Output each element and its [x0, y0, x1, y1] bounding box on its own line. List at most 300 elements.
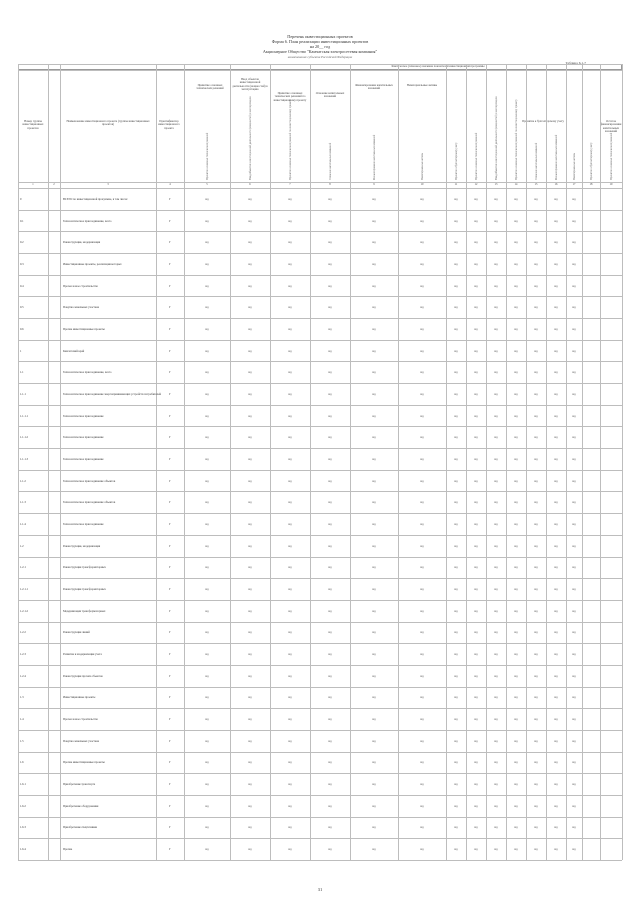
row-value: нд [454, 500, 458, 505]
row-value: нд [554, 803, 558, 808]
row-value: нд [205, 413, 209, 418]
row-value: нд [205, 825, 209, 830]
row-value: нд [372, 370, 376, 375]
row-value: нд [554, 435, 558, 440]
header-last: Остаток финансирования капитальных вложений [600, 119, 622, 134]
row-value: нд [420, 630, 424, 635]
row-value: нд [494, 456, 498, 461]
row-value: нд [514, 608, 518, 613]
row-value: нд [372, 261, 376, 266]
row-value: нд [372, 218, 376, 223]
row-name: Реконструкция трансформаторных [63, 587, 106, 592]
row-value: нд [454, 847, 458, 852]
rotated-subheader: Ввод объектов инвестиционной деятельности (мощностей) в эксплуатацию [248, 96, 252, 180]
row-value: нд [494, 803, 498, 808]
row-name: Технологическое присоединение [63, 435, 104, 440]
row-id: Г [169, 760, 171, 765]
row-value: нд [554, 348, 558, 353]
row-value: нд [420, 196, 424, 201]
column-number: 11 [454, 183, 458, 186]
row-value: нд [328, 695, 332, 700]
row-value: нд [372, 391, 376, 396]
row-value: нд [514, 847, 518, 852]
row-value: нд [474, 435, 478, 440]
row-value: нд [328, 717, 332, 722]
row-value: нд [454, 673, 458, 678]
row-value: нд [474, 803, 478, 808]
row-code: 1.2.3 [20, 652, 26, 657]
column-number: 12 [474, 183, 478, 186]
rotated-subheader: Принятие основных технических решений по инвестиционному проекту [514, 99, 518, 180]
row-value: нд [205, 478, 209, 483]
row-value: нд [328, 543, 332, 548]
row-value: нд [205, 673, 209, 678]
row-name: Реконструкция трансформаторных [63, 565, 106, 570]
row-value: нд [420, 760, 424, 765]
row-value: нд [205, 391, 209, 396]
row-value: нд [454, 738, 458, 743]
row-divider [18, 253, 622, 254]
row-value: нд [288, 240, 292, 245]
row-value: нд [474, 695, 478, 700]
row-value: нд [494, 738, 498, 743]
row-value: нд [205, 456, 209, 461]
row-value: нд [454, 435, 458, 440]
row-value: нд [372, 283, 376, 288]
row-value: нд [288, 652, 292, 657]
row-value: нд [494, 391, 498, 396]
row-value: нд [288, 522, 292, 526]
row-value: нд [248, 760, 252, 765]
row-value: нд [474, 587, 478, 592]
row-value: нд [372, 673, 376, 678]
row-value: нд [494, 760, 498, 765]
row-value: нд [372, 305, 376, 310]
row-value: нд [248, 652, 252, 657]
row-value: нд [288, 435, 292, 440]
row-value: нд [494, 717, 498, 722]
row-value: нд [572, 782, 576, 787]
row-value: нд [372, 630, 376, 635]
row-value: нд [474, 565, 478, 570]
row-value: нд [572, 435, 576, 440]
row-value: нд [554, 673, 558, 678]
row-value: нд [494, 283, 498, 288]
row-value: нд [494, 196, 498, 201]
rotated-subheader: Принятие основных технических решений [474, 132, 478, 180]
row-value: нд [420, 348, 424, 353]
row-divider [18, 578, 622, 579]
row-value: нд [420, 500, 424, 505]
row-id: Г [169, 456, 171, 461]
row-value: нд [474, 261, 478, 266]
row-value: нд [572, 413, 576, 418]
row-value: нд [288, 500, 292, 505]
row-value: нд [372, 522, 376, 526]
row-value: нд [205, 543, 209, 548]
row-value: нд [372, 608, 376, 613]
row-value: нд [572, 847, 576, 852]
row-value: нд [420, 825, 424, 830]
column-number: 2 [53, 183, 55, 186]
row-value: нд [572, 760, 576, 765]
row-value: нд [328, 847, 332, 852]
row-value: нд [205, 522, 209, 526]
row-name: Покупка земельных участков [63, 738, 100, 743]
row-divider [18, 687, 622, 688]
row-value: нд [288, 782, 292, 787]
header-g5: Финансирование капитальных вложений [355, 83, 393, 91]
row-value: нд [534, 673, 538, 678]
row-code: 0.6 [20, 326, 24, 331]
row-value: нд [474, 652, 478, 657]
row-name: Прочие инвестиционные проекты [63, 760, 105, 765]
row-value: нд [205, 847, 209, 852]
row-value: нд [534, 652, 538, 657]
row-value: нд [248, 565, 252, 570]
row-code: 1.1.1.1 [20, 413, 28, 418]
row-value: нд [328, 803, 332, 808]
header-g1: Принятие основных технических решений [196, 83, 224, 91]
row-value: нд [534, 326, 538, 331]
row-value: нд [494, 500, 498, 505]
grid-vline [622, 64, 623, 860]
row-name: Инвестиционные проекты [63, 695, 96, 700]
row-value: нд [474, 782, 478, 787]
row-value: нд [328, 370, 332, 375]
row-name: Технологическое присоединение, всего [63, 370, 112, 375]
row-name: Реконструкция, модернизация [63, 240, 101, 245]
row-value: нд [454, 760, 458, 765]
row-value: нд [328, 305, 332, 310]
row-value: нд [372, 760, 376, 765]
row-value: нд [205, 717, 209, 722]
row-value: нд [514, 305, 518, 310]
row-value: нд [534, 782, 538, 787]
row-name: Прочие [63, 847, 73, 852]
row-value: нд [288, 803, 292, 808]
row-value: нд [454, 456, 458, 461]
row-value: нд [420, 435, 424, 440]
row-value: нд [534, 370, 538, 375]
row-value: нд [372, 543, 376, 548]
row-code: 0.1 [20, 218, 24, 223]
row-value: нд [474, 738, 478, 743]
row-value: нд [572, 543, 576, 548]
row-value: нд [248, 326, 252, 331]
row-value: нд [534, 587, 538, 592]
row-value: нд [454, 522, 458, 526]
row-code: 1.2.4 [20, 673, 26, 678]
row-value: нд [248, 522, 252, 526]
row-value: нд [474, 717, 478, 722]
row-value: нд [248, 456, 252, 461]
row-value: нд [554, 478, 558, 483]
row-value: нд [474, 283, 478, 288]
investment-table [18, 64, 622, 860]
row-value: нд [514, 717, 518, 722]
row-name: Прочие инвестиционные проекты [63, 326, 105, 331]
row-value: нд [328, 522, 332, 526]
row-id: Г [169, 847, 171, 852]
row-id: Г [169, 370, 171, 375]
row-value: нд [420, 782, 424, 787]
row-name: Инвестиционные проекты, реализация которых [63, 261, 122, 266]
row-value: нд [248, 825, 252, 830]
row-code: 0 [20, 196, 22, 201]
row-value: нд [372, 652, 376, 657]
row-divider [18, 231, 622, 232]
row-value: нд [554, 608, 558, 613]
row-value: нд [248, 847, 252, 852]
row-value: нд [372, 587, 376, 592]
row-value: нд [288, 218, 292, 223]
doc-title-line-4: Акционерное Общество "Камчатская электросетевая компания" [262, 49, 378, 54]
doc-title-line-3: на 20__ год [309, 44, 331, 49]
column-number: 13 [494, 183, 498, 186]
row-value: нд [205, 326, 209, 331]
row-value: нд [554, 240, 558, 245]
row-value: нд [372, 326, 376, 331]
row-name: Модернизация трансформаторных [63, 608, 106, 613]
row-divider [18, 535, 622, 536]
row-value: нд [534, 305, 538, 310]
row-value: нд [454, 825, 458, 830]
row-value: нд [534, 435, 538, 440]
row-value: нд [534, 500, 538, 505]
row-value: нд [288, 760, 292, 765]
row-value: нд [205, 435, 209, 440]
row-value: нд [328, 435, 332, 440]
row-value: нд [288, 608, 292, 613]
row-value: нд [514, 391, 518, 396]
row-divider [18, 275, 622, 276]
header-name: Наименование инвестиционного проекта (группы инвестиционных проектов) [66, 119, 150, 127]
row-value: нд [494, 630, 498, 635]
row-value: нд [420, 847, 424, 852]
row-value: нд [534, 522, 538, 526]
row-name: Покупка земельных участков [63, 305, 100, 310]
row-value: нд [248, 196, 252, 201]
row-value: нд [474, 391, 478, 396]
row-value: нд [514, 196, 518, 201]
row-code: 1.6 [20, 760, 24, 765]
row-value: нд [454, 695, 458, 700]
row-value: нд [572, 283, 576, 288]
row-value: нд [328, 240, 332, 245]
row-value: нд [372, 695, 376, 700]
row-divider [18, 860, 622, 861]
row-value: нд [514, 348, 518, 353]
row-value: нд [494, 413, 498, 418]
row-value: нд [420, 565, 424, 570]
row-value: нд [514, 803, 518, 808]
row-value: нд [372, 825, 376, 830]
row-value: нд [248, 587, 252, 592]
row-code: 1.6.2 [20, 803, 26, 808]
row-code: 1.2.1 [20, 565, 26, 570]
row-value: нд [328, 218, 332, 223]
row-value: нд [288, 283, 292, 288]
row-value: нд [328, 673, 332, 678]
row-value: нд [288, 326, 292, 331]
row-id: Г [169, 261, 171, 266]
row-value: нд [494, 435, 498, 440]
row-value: нд [205, 500, 209, 505]
row-value: нд [534, 478, 538, 483]
row-value: нд [534, 391, 538, 396]
row-value: нд [420, 305, 424, 310]
row-value: нд [572, 587, 576, 592]
row-value: нд [534, 825, 538, 830]
column-number: 18 [589, 183, 593, 186]
row-value: нд [572, 738, 576, 743]
row-value: нд [514, 587, 518, 592]
row-value: нд [454, 608, 458, 613]
row-value: нд [288, 673, 292, 678]
rotated-subheader: Нематериальные активы [572, 152, 576, 180]
row-value: нд [372, 803, 376, 808]
row-value: нд [554, 738, 558, 743]
row-value: нд [454, 326, 458, 331]
row-value: нд [554, 218, 558, 223]
row-value: нд [514, 782, 518, 787]
row-value: нд [474, 608, 478, 613]
row-value: нд [534, 413, 538, 418]
row-value: нд [494, 543, 498, 548]
row-value: нд [372, 478, 376, 483]
row-name: Прочее новое строительство [63, 283, 99, 288]
row-value: нд [554, 847, 558, 852]
doc-title-line-2: Форма 6. План реализации инвестиционных проектов [271, 39, 369, 44]
column-number: 3 [107, 183, 109, 186]
row-value: нд [534, 196, 538, 201]
row-value: нд [328, 608, 332, 613]
row-value: нд [205, 738, 209, 743]
row-value: нд [288, 825, 292, 830]
row-id: Г [169, 435, 171, 440]
row-value: нд [328, 738, 332, 743]
row-code: 1.5 [20, 738, 24, 743]
row-value: нд [534, 283, 538, 288]
rotated-subheader: Финансирование капитальных вложений [554, 134, 558, 180]
row-value: нд [534, 738, 538, 743]
row-value: нд [572, 478, 576, 483]
row-value: нд [248, 695, 252, 700]
row-code: 0.2 [20, 240, 24, 245]
row-value: нд [554, 305, 558, 310]
column-number: 17 [572, 183, 576, 186]
row-value: нд [372, 348, 376, 353]
row-value: нд [474, 305, 478, 310]
row-name: Прочее новое строительство [63, 717, 99, 722]
row-value: нд [328, 760, 332, 765]
row-value: нд [572, 695, 576, 700]
row-id: Г [169, 240, 171, 245]
doc-title-line-1: Перечень инвестиционных проектов [287, 34, 353, 39]
row-value: нд [454, 413, 458, 418]
row-value: нд [420, 391, 424, 396]
row-value: нд [514, 695, 518, 700]
row-value: нд [514, 652, 518, 657]
row-value: нд [248, 717, 252, 722]
row-divider [18, 361, 622, 362]
row-value: нд [572, 391, 576, 396]
row-value: нд [554, 825, 558, 830]
row-name: Приобретение оборудования [63, 803, 99, 808]
row-value: нд [248, 348, 252, 353]
row-value: нд [554, 413, 558, 418]
row-id: Г [169, 218, 171, 223]
row-value: нд [328, 825, 332, 830]
row-value: нд [554, 261, 558, 266]
row-value: нд [420, 326, 424, 331]
row-id: Г [169, 283, 171, 288]
row-value: нд [420, 283, 424, 288]
row-value: нд [572, 196, 576, 201]
row-code: 0.4 [20, 283, 24, 288]
row-name: Технологическое присоединение объектов [63, 478, 116, 483]
column-number: 1 [32, 183, 34, 186]
row-value: нд [420, 803, 424, 808]
row-value: нд [372, 847, 376, 852]
row-value: нд [474, 522, 478, 526]
row-id: Г [169, 522, 171, 526]
row-value: нд [248, 543, 252, 548]
row-value: нд [514, 283, 518, 288]
row-value: нд [514, 413, 518, 418]
row-value: нд [420, 478, 424, 483]
row-value: нд [514, 218, 518, 223]
row-value: нд [534, 240, 538, 245]
row-value: нд [454, 478, 458, 483]
row-id: Г [169, 500, 171, 505]
column-number: 7 [289, 183, 291, 186]
row-value: нд [454, 348, 458, 353]
header-id: Идентификатор инвестиционного проекта [158, 119, 180, 130]
row-name: Реконструкция прочих объектов [63, 673, 103, 678]
row-id: Г [169, 652, 171, 657]
row-name: Технологическое присоединение [63, 456, 104, 461]
row-value: нд [288, 695, 292, 700]
row-value: нд [248, 370, 252, 375]
row-id: Г [169, 543, 171, 548]
row-value: нд [572, 370, 576, 375]
row-value: нд [372, 738, 376, 743]
row-value: нд [248, 283, 252, 288]
row-divider [18, 795, 622, 796]
row-value: нд [572, 825, 576, 830]
row-name: Технологическое присоединение [63, 522, 104, 526]
row-value: нд [474, 240, 478, 245]
row-value: нд [554, 522, 558, 526]
row-code: 0.3 [20, 261, 24, 266]
row-value: нд [288, 370, 292, 375]
row-id: Г [169, 630, 171, 635]
row-value: нд [328, 391, 332, 396]
row-value: нд [572, 652, 576, 657]
row-code: 1.1.1.3 [20, 456, 28, 461]
row-value: нд [572, 326, 576, 331]
column-number: 9 [373, 183, 375, 186]
row-divider [18, 817, 622, 818]
row-value: нд [454, 543, 458, 548]
row-value: нд [474, 218, 478, 223]
row-value: нд [474, 413, 478, 418]
row-value: нд [248, 413, 252, 418]
row-value: нд [454, 240, 458, 245]
row-value: нд [288, 847, 292, 852]
